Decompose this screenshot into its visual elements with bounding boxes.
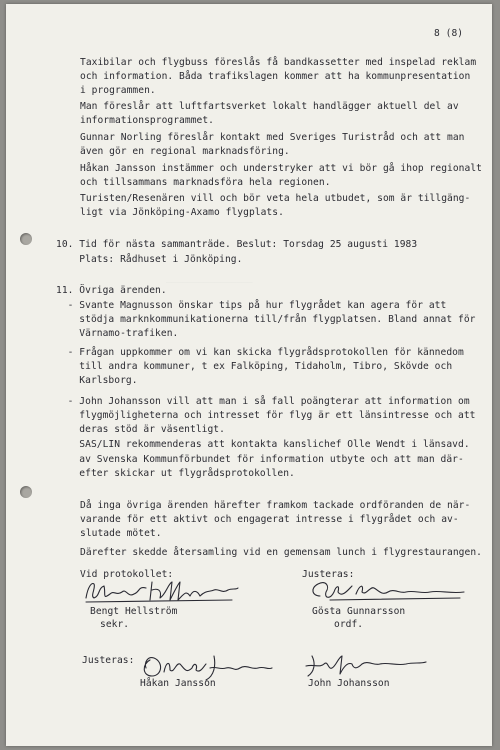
sig4-name: John Johansson	[308, 678, 390, 689]
text-line: deras stöd är väsentligt.	[56, 424, 225, 435]
text-line: ligt via Jönköping-Axamo flygplats.	[80, 207, 284, 218]
text-line: Gunnar Norling föreslår kontakt med Sveriges Turistråd och att man	[80, 132, 465, 143]
text-line: SAS/LIN rekommenderas att kontakta kanslichef Olle Wendt i länsavd.	[56, 439, 470, 450]
sig3-name: Håkan Jansson	[140, 678, 216, 689]
text-line: Turisten/Resenären vill och bör veta hela utbudet, som är tillgäng-	[80, 193, 471, 204]
text-line: stödja marknkommunikationerna till/från flygplatsen. Bland annat för	[56, 314, 476, 325]
text-line: i programmen.	[80, 85, 156, 96]
sig2-name: Gösta Gunnarsson	[312, 606, 406, 617]
text-line: flygmöjligheterna och intresset för flyg är ett länsintresse och att	[56, 410, 476, 421]
signature-gosta-gunnarsson	[300, 576, 470, 606]
text-line: Taxibilar och flygbuss föreslås få bandkassetter med inspelad reklam	[80, 57, 477, 68]
sig2-title: ordf.	[334, 619, 364, 630]
page-number: 8 (8)	[434, 28, 464, 39]
text-line: och tillsammans marknadsföra hela regionen.	[80, 177, 331, 188]
text-line: - Frågan uppkommer om vi kan skicka flygrådsprotokollen för kännedom	[56, 347, 464, 358]
text-line: till andra kommuner, t ex Falköping, Tidaholm, Tibro, Skövde och	[56, 361, 453, 372]
text-line: Då inga övriga ärenden härefter framkom tackade ordföranden de när-	[80, 500, 471, 511]
document-page	[6, 4, 492, 746]
item-10-heading: 10. Tid för nästa sammanträde. Beslut: Torsdag 25 augusti 1983	[56, 239, 418, 250]
text-line: och information. Båda trafikslagen kommer att ha kommunpresentation	[80, 71, 471, 82]
justeras-bottom-label: Justeras:	[82, 655, 135, 666]
punch-hole-top	[20, 233, 32, 245]
text-line: Karlsborg.	[56, 375, 138, 386]
sig1-name: Bengt Hellström	[90, 606, 178, 617]
punch-hole-bottom	[20, 486, 32, 498]
vid-protokollet-label: Vid protokollet:	[80, 569, 174, 580]
text-line: även gör en regional marknadsföring.	[80, 146, 290, 157]
sig1-title: sekr.	[100, 619, 130, 630]
text-line: varande för ett aktivt och engagerat intresse i flygrådet och av-	[80, 514, 459, 525]
justeras-label: Justeras:	[302, 569, 355, 580]
text-line: efter skickar ut flygrådsprotokollen.	[56, 468, 295, 479]
text-line: - John Johansson vill att man i så fall poängterar att information om	[56, 396, 470, 407]
signature-bengt-hellstrom	[82, 576, 242, 606]
text-line: Plats: Rådhuset i Jönköping.	[56, 254, 243, 265]
text-line: Värnamo-trafiken.	[56, 328, 179, 339]
text-line: Därefter skedde återsamling vid en gemensam lunch i flygrestaurangen.	[80, 547, 482, 558]
signature-john-johansson	[302, 650, 432, 680]
show-through-text: ________________	[166, 274, 253, 284]
text-line: Håkan Jansson instämmer och understryker att vi bör gå ihop regionalt	[80, 163, 482, 174]
item-11-heading: 11. Övriga ärenden.	[56, 285, 167, 296]
text-line: Man föreslår att luftfartsverket lokalt handlägger aktuell del av	[80, 101, 459, 112]
text-line: av Svenska Kommunförbundet för information utbyte och att man där-	[56, 454, 464, 465]
text-line: informationsprogrammet.	[80, 115, 214, 126]
text-line: slutade mötet.	[80, 528, 162, 539]
text-line: - Svante Magnusson önskar tips på hur flygrådet kan agera för att	[56, 300, 447, 311]
